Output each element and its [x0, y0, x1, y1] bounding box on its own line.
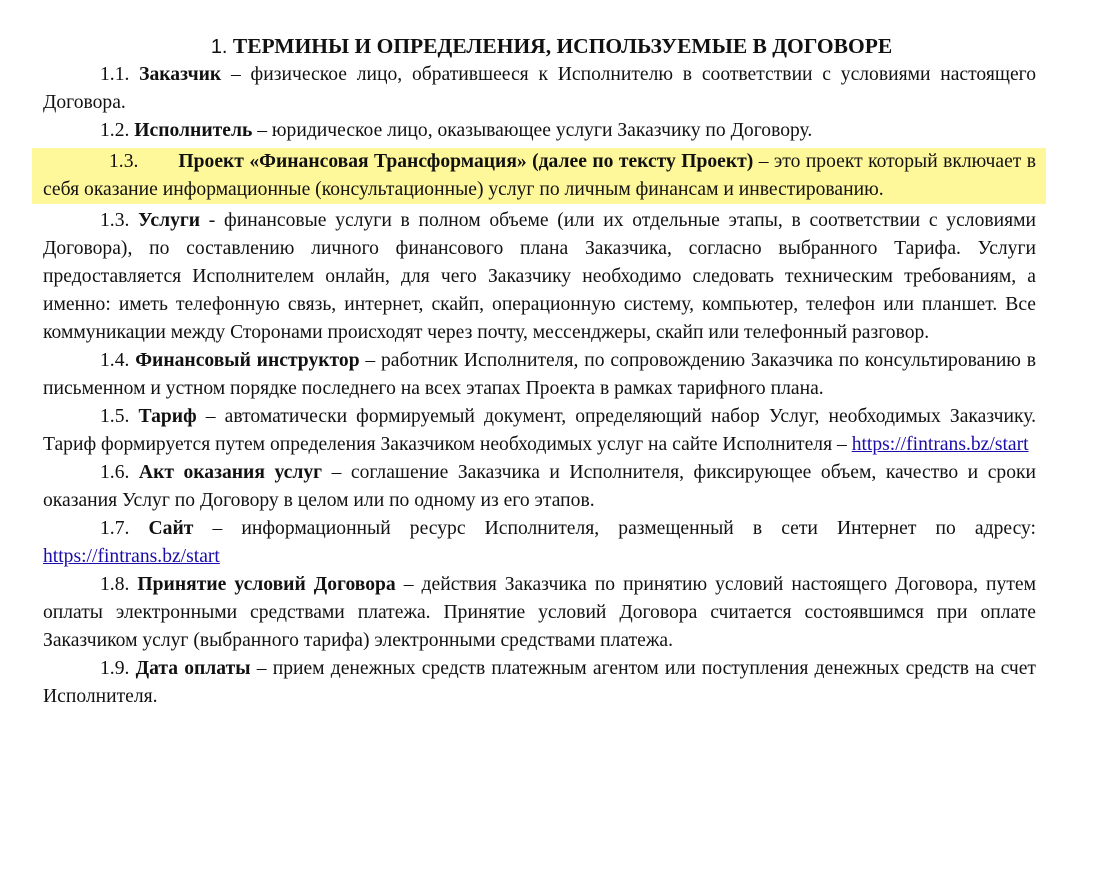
clause-1-7 — [43, 515, 1036, 571]
clause-term: Принятие условий Договора — [137, 574, 396, 595]
clause-text: – это проект который включает в себя оказание информационные (консультационные) услуг по личным финансам и инвестированию. — [43, 151, 1036, 200]
clause-term: Сайт — [148, 518, 194, 539]
clause-text: – информационный ресурс Исполнителя, размещенный в сети Интернет по адресу: — [193, 518, 1036, 539]
clause-term: Финансовый инструктор — [135, 350, 360, 371]
clause-number: 1.1. — [100, 64, 130, 85]
clause-1-6 — [43, 459, 1036, 515]
clause-term: Заказчик — [139, 64, 222, 85]
clause-1-4 — [43, 347, 1036, 403]
site-link[interactable]: https://fintrans.bz/start — [43, 546, 220, 567]
clause-text: – соглашение Заказчика и Исполнителя, фиксирующее объем, качество и сроки оказания Услуг по Договору в целом или по одному из его этапов. — [43, 462, 1036, 511]
tariff-link[interactable]: https://fintrans.bz/start — [851, 434, 1029, 455]
clause-text: – юридическое лицо, оказывающее услуги Заказчику по Договору. — [252, 120, 813, 141]
clause-1-2 — [43, 117, 1036, 145]
document-page — [43, 32, 1036, 711]
clause-1-8 — [43, 571, 1036, 655]
clause-number: 1.3. — [109, 151, 139, 172]
clause-1-3-project-highlighted — [32, 148, 1046, 204]
clause-term: Услуги — [138, 210, 201, 231]
clause-text: – физическое лицо, обратившееся к Исполнителю в соответствии с условиями настоящего Договора. — [43, 64, 1036, 113]
clause-number: 1.3. — [100, 210, 130, 231]
section-number: 1. — [210, 36, 228, 58]
clause-term: Исполнитель — [134, 120, 253, 141]
clause-text: - финансовые услуги в полном объеме (или их отдельные этапы, в соответствии с условиями Договора), по составлению личного финансового плана Заказчика, согласно выбранного Тарифа. Услуги предоставляется Исполнителем онлайн, для чего Заказчику необходимо следовать техническим требованиям, а именно: иметь телефонную связь, интернет, скайп, операционную систему, компьютер, телефон или планшет. Все коммуникации между Сторонами происходят через почту, мессенджеры, скайп или телефонный разговор. — [43, 210, 1036, 343]
clause-number: 1.8. — [100, 574, 130, 595]
clause-1-1 — [43, 61, 1036, 117]
clause-1-5 — [43, 403, 1036, 459]
clause-text: – прием денежных средств платежным агентом или поступления денежных средств на счет Исполнителя. — [43, 658, 1036, 707]
clause-text: – автоматически формируемый документ, определяющий набор Услуг, необходимых Заказчику. Тариф формируется путем определения Заказчиком необходимых услуг на сайте Исполнителя – — [43, 406, 1036, 455]
clause-number: 1.6. — [100, 462, 130, 483]
clause-number: 1.5. — [100, 406, 130, 427]
clause-1-9 — [43, 655, 1036, 711]
clause-term: Проект «Финансовая Трансформация» (далее по тексту Проект) — [178, 151, 754, 172]
clause-term: Дата оплаты — [135, 658, 251, 679]
clause-number: 1.4. — [100, 350, 130, 371]
clause-text: – действия Заказчика по принятию условий настоящего Договора, путем оплаты электронными средствами платежа. Принятие условий Договора считается состоявшимся при оплате Заказчиком услуг (выбранного тарифа) электронными средствами платежа. — [43, 574, 1036, 651]
clause-text: – работник Исполнителя, по сопровождению Заказчика по консультированию в письменном и устном порядке последнего на всех этапах Проекта в рамках тарифного плана. — [43, 350, 1037, 399]
clause-number: 1.7. — [100, 518, 130, 539]
clause-1-3-services — [43, 207, 1036, 347]
clause-term: Тариф — [138, 406, 197, 427]
section-heading — [43, 32, 1036, 61]
clause-term: Акт оказания услуг — [138, 462, 323, 483]
section-title: ТЕРМИНЫ И ОПРЕДЕЛЕНИЯ, ИСПОЛЬЗУЕМЫЕ В ДОГОВОРЕ — [232, 34, 893, 58]
clause-number: 1.2. — [100, 120, 130, 141]
clause-number: 1.9. — [100, 658, 130, 679]
